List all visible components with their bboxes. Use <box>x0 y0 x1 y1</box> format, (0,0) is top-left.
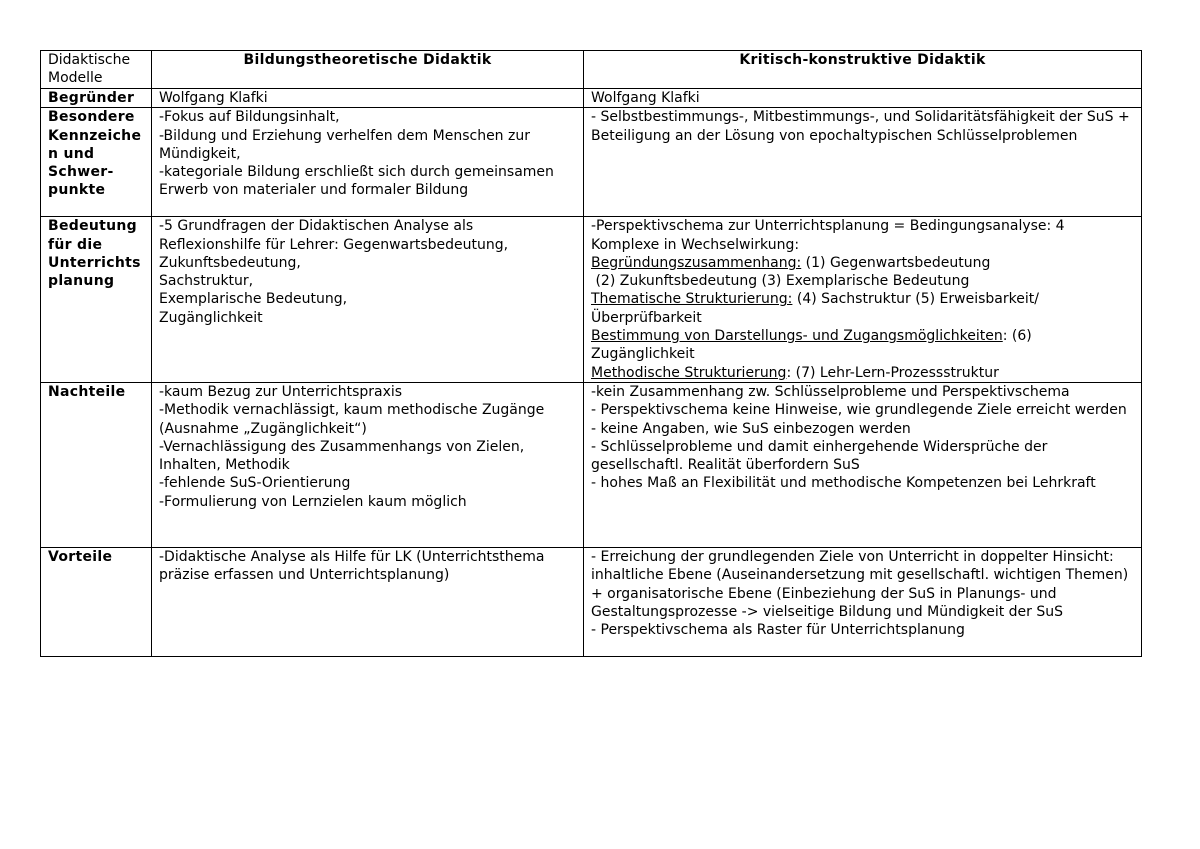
text-line: - Perspektivschema als Raster für Unterrichtsplanung <box>591 622 965 639</box>
perspektivschema-intro: -Perspektivschema zur Unterrichtsplanung = Bedingungsanalyse: 4 Komplexe in Wechselwirkung: <box>591 218 1070 253</box>
text-line: - Erreichung der grundlegenden Ziele von Unterricht in doppelter Hinsicht: inhaltliche Ebene (Auseinandersetzung mit gesellschaftl. wichtigen Themen) + organisatorische Ebene (Einbeziehung der SuS in Planungs- und Gestaltungsprozesse -> vielseitige Bildung und Mündigkeit der SuS <box>591 548 1133 620</box>
thematisch-line <box>591 290 1134 327</box>
column-header-bildungstheoretisch: Bildungstheoretische Didaktik <box>152 51 584 89</box>
methodisch-text: : (7) Lehr-Lern-Prozessstruktur <box>786 364 999 381</box>
cell-nachteile-col1 <box>152 382 584 547</box>
thematisch-text: (4) Sachstruktur (5) Erweisbarkeit/Überprüfbarkeit <box>591 291 1039 326</box>
thematisch-heading: Thematische Strukturierung: <box>591 291 793 308</box>
cell-begruender-col2: Wolfgang Klafki <box>584 89 1142 108</box>
text-line: - Perspektivschema keine Hinweise, wie grundlegende Ziele erreicht werden <box>591 402 1127 419</box>
methodisch-heading: Methodische Strukturierung <box>591 364 787 381</box>
text-line: - keine Angaben, wie SuS einbezogen werden <box>591 420 911 437</box>
row-kennzeichen <box>41 108 1142 217</box>
methodisch-line <box>591 364 1134 382</box>
column-header-kritisch-konstruktiv: Kritisch-konstruktive Didaktik <box>584 51 1142 89</box>
text-line: Zugänglichkeit <box>159 309 263 326</box>
row-bedeutung <box>41 217 1142 383</box>
text-line: -kategoriale Bildung erschließt sich durch gemeinsamen Erwerb von materialer und formaler Bildung <box>159 164 559 199</box>
text-line: Sachstruktur, <box>159 273 254 290</box>
text-line: -kein Zusammenhang zw. Schlüsselprobleme und Perspektivschema <box>591 383 1070 400</box>
begruendung-continued: (2) Zukunftsbedeutung (3) Exemplarische Bedeutung <box>591 273 970 290</box>
darstellung-heading: Bestimmung von Darstellungs- und Zugangsmöglichkeiten <box>591 328 1003 345</box>
row-nachteile <box>41 382 1142 547</box>
text-line: -Bildung und Erziehung verhelfen dem Menschen zur Mündigkeit, <box>159 127 535 162</box>
cell-begruender-col1: Wolfgang Klafki <box>152 89 584 108</box>
darstellung-line <box>591 327 1134 364</box>
header-row <box>41 51 1142 89</box>
row-label-begruender: Begründer <box>41 89 152 108</box>
cell-kennzeichen-col1 <box>152 108 584 217</box>
row-label-nachteile: Nachteile <box>41 382 152 547</box>
begruendung-heading: Begründungszusammenhang: <box>591 254 802 271</box>
row-label-bedeutung: Bedeutung für die Unterrichtsplanung <box>41 217 152 383</box>
text-line: -Formulierung von Lernzielen kaum möglich <box>159 493 467 510</box>
row-vorteile <box>41 547 1142 656</box>
text-line: - hohes Maß an Flexibilität und methodische Kompetenzen bei Lehrkraft <box>591 475 1096 492</box>
text-line: -kaum Bezug zur Unterrichtspraxis <box>159 383 403 400</box>
cell-bedeutung-col1 <box>152 217 584 383</box>
text-line: -5 Grundfragen der Didaktischen Analyse als Reflexionshilfe für Lehrer: Gegenwartsbedeutung, <box>159 218 509 253</box>
text-line: -Vernachlässigung des Zusammenhangs von Zielen, Inhalten, Methodik <box>159 438 529 474</box>
text-line: Zukunftsbedeutung, <box>159 254 301 271</box>
begruendung-text: (1) Gegenwartsbedeutung <box>801 254 991 271</box>
cell-bedeutung-col2 <box>584 217 1142 383</box>
row-label-vorteile: Vorteile <box>41 547 152 656</box>
text-line: Exemplarische Bedeutung, <box>159 291 348 308</box>
begruendung-line <box>591 254 1134 272</box>
text-line: -Methodik vernachlässigt, kaum methodische Zugänge (Ausnahme „Zugänglichkeit“) <box>159 402 549 437</box>
text-line: - Schlüsselprobleme und damit einhergehende Widersprüche der gesellschaftl. Realität überfordern SuS <box>591 438 1052 474</box>
row-begruender <box>41 89 1142 108</box>
text-line: -fehlende SuS-Orientierung <box>159 475 351 492</box>
didaktik-comparison-table <box>40 50 1142 657</box>
cell-nachteile-col2 <box>584 382 1142 547</box>
darstellung-text: : (6) Zugänglichkeit <box>591 328 1037 363</box>
cell-kennzeichen-col2: - Selbstbestimmungs-, Mitbestimmungs-, und Solidaritätsfähigkeit der SuS + Beteiligung an der Lösung von epochaltypischen Schlüsselproblemen <box>584 108 1142 217</box>
cell-vorteile-col1: -Didaktische Analyse als Hilfe für LK (Unterrichtsthema präzise erfassen und Unterrichtsplanung) <box>152 547 584 656</box>
cell-vorteile-col2 <box>584 547 1142 656</box>
corner-cell: Didaktische Modelle <box>41 51 152 89</box>
row-label-kennzeichen: Besondere Kennzeichen und Schwer-punkte <box>41 108 152 217</box>
text-line: -Fokus auf Bildungsinhalt, <box>159 109 340 126</box>
